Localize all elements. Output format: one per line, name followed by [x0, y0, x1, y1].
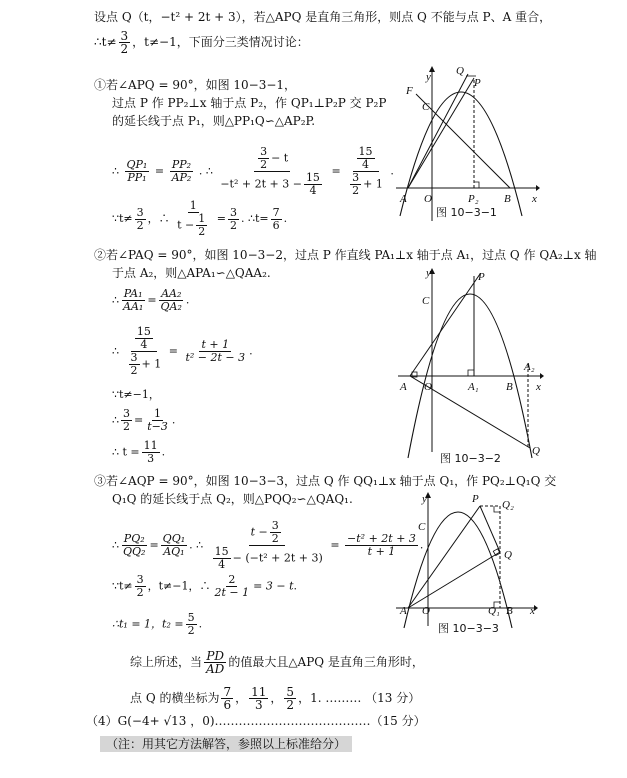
label-Q: Q [504, 549, 512, 561]
case3-line-2: Q₁Q 的延长线于点 Q₂，则△PQQ₂∽△QAQ₁. [112, 492, 353, 506]
therefore: ∴ [112, 164, 119, 178]
denominator: AA₁ [123, 300, 144, 313]
x-axis-arrow [540, 373, 544, 379]
denominator [218, 172, 326, 197]
numerator: PQ₂ [123, 532, 145, 545]
numerator: 7 [272, 205, 280, 219]
equals: = [168, 344, 178, 358]
line-AQ [408, 74, 468, 188]
because: ∵t≠ [112, 212, 133, 225]
numerator: PA₁ [123, 287, 143, 300]
label-B: B [506, 381, 513, 393]
term: −t² + 2t + 3 − [220, 177, 302, 191]
numerator: QQ₁ [162, 532, 186, 545]
label-Q1: Q₁ [488, 605, 500, 617]
numerator: 1 [154, 407, 162, 420]
term: = 3 − t [253, 579, 294, 593]
numerator: 1 [189, 199, 197, 212]
numerator: 11 [251, 685, 267, 699]
therefore: ∴ [112, 538, 119, 552]
fraction [271, 207, 282, 232]
numerator: 3 [136, 573, 144, 586]
case2-equation-4 [112, 408, 175, 433]
case2-equation-5 [112, 440, 165, 465]
fraction [170, 159, 194, 184]
term: t − [177, 218, 195, 232]
fraction [186, 612, 197, 637]
denominator [125, 352, 164, 377]
denominator: PP₁ [127, 171, 147, 184]
numerator: 5 [286, 685, 295, 699]
numerator: 15 [358, 145, 373, 158]
right-angle-mark-Q2 [494, 506, 500, 512]
equals: = [147, 293, 157, 307]
denominator: 3 [254, 698, 263, 712]
denominator: 2 [271, 532, 279, 545]
denominator: 2 [136, 218, 144, 232]
label-P: P [474, 77, 481, 89]
therefore: . ∴t= [241, 212, 269, 225]
complex-fraction [175, 200, 211, 238]
note-box: （注：用其它方法解答，参照以上标准给分） [100, 736, 352, 752]
case2-equation-3: ∵t≠−1， [112, 388, 160, 401]
label-Q: Q [532, 445, 540, 457]
right-angle-mark [474, 182, 479, 188]
therefore: ，∴ [147, 212, 170, 225]
fraction [142, 440, 160, 465]
case1-equation-1 [112, 146, 394, 197]
figure-caption-10-3-3: 图 10−3−3 [438, 622, 499, 635]
equals: = [149, 538, 159, 552]
label-A: A [400, 193, 407, 205]
term: + 1 [363, 177, 383, 191]
label-x: x [532, 193, 537, 205]
summary-text: ，1. ……… （13 分） [298, 691, 421, 705]
fraction [284, 686, 296, 711]
label-P: P [472, 493, 479, 505]
label-Q2: Q₂ [502, 499, 514, 511]
numerator: 11 [143, 439, 158, 452]
case1-equation-2 [112, 200, 287, 238]
figure-10-3-1 [390, 56, 540, 226]
period: . [419, 538, 424, 552]
fraction [204, 650, 226, 675]
case2-equation-1 [112, 288, 189, 313]
therefore: ∴ [112, 293, 119, 307]
case3-equation-3 [112, 612, 202, 637]
line-AP [410, 274, 480, 376]
numerator: 2 [228, 573, 236, 586]
period: . [198, 617, 203, 631]
complex-fraction [125, 326, 164, 377]
fraction [121, 533, 147, 558]
numerator: 3 [130, 351, 138, 364]
label-A2: A₂ [524, 361, 535, 373]
complex-fraction [218, 146, 326, 197]
therefore: ∴ [112, 413, 119, 427]
equals: = [154, 164, 165, 178]
denominator: QA₂ [160, 300, 182, 313]
line-FB [416, 94, 510, 188]
denominator: 2 [286, 698, 295, 712]
denominator: 4 [309, 184, 317, 197]
case3-title: ③若∠AQP = 90°，如图 10−3−3，过点 Q 作 QQ₁⊥x 轴于点 Q₁，作 PQ₂⊥Q₁Q 交 [94, 474, 557, 488]
term: − t [271, 151, 289, 165]
denominator: 2 [230, 218, 237, 232]
denominator: AP₂ [171, 171, 192, 184]
label-P: P [478, 271, 485, 283]
fraction [125, 159, 150, 184]
period: . [161, 445, 166, 459]
part-4-answer: （4）G(−4+ √13 ，0)…………………………………（15 分） [86, 714, 426, 728]
denominator: 3 [147, 452, 155, 465]
period: . [171, 413, 176, 427]
numerator: 7 [223, 685, 232, 699]
numerator: PD [206, 649, 225, 663]
therefore: ∴ t = [112, 445, 140, 459]
label-O: O [424, 381, 432, 393]
label-x: x [536, 381, 541, 393]
numerator: t + 1 [201, 338, 230, 351]
period: . [390, 164, 394, 178]
denominator [209, 546, 325, 571]
numerator: −t² + 2t + 3 [347, 532, 416, 545]
fraction [221, 686, 233, 711]
summary-text: 综上所述，当 [130, 655, 203, 669]
denominator [346, 172, 385, 197]
case2-title: ②若∠PAQ = 90°，如图 10−3−2，过点 P 作直线 PA₁⊥x 轴于点 A₁，过点 Q 作 QA₂⊥x 轴 [94, 248, 597, 262]
term: t − [250, 525, 268, 539]
x-axis-arrow [536, 185, 540, 191]
numerator: 3 [123, 407, 130, 420]
period: . [293, 579, 297, 593]
fraction [161, 533, 187, 558]
therefore: ∴ [112, 344, 119, 358]
numerator: 5 [187, 611, 195, 624]
term: + 1 [141, 357, 162, 371]
denominator: 2 [120, 42, 129, 56]
figure-10-3-2 [394, 262, 554, 458]
equals: = [331, 164, 341, 178]
denominator: t² − 2t − 3 [185, 351, 246, 364]
figure-10-3-3 [392, 490, 542, 628]
denominator: 4 [362, 158, 370, 171]
case2-equation-2 [112, 326, 253, 377]
term: − (−t² + 2t + 3) [232, 551, 323, 565]
label-P2: P₂ [468, 193, 479, 205]
fraction [213, 574, 252, 599]
case1-title: ①若∠APQ = 90°，如图 10−3−1， [94, 78, 297, 92]
numerator [254, 146, 290, 172]
numerator: 15 [305, 171, 320, 184]
line-AQ [408, 552, 500, 608]
denominator: t + 1 [367, 545, 396, 558]
right-angle-mark [468, 370, 474, 376]
numerator [249, 520, 285, 546]
summary-line-1 [130, 650, 424, 675]
fraction [249, 686, 268, 711]
summary-text: 的值最大且△APQ 是直角三角形时， [228, 655, 424, 669]
denominator: 2 [123, 420, 130, 433]
denominator: 2 [187, 624, 195, 637]
denominator: AD [206, 662, 225, 676]
figure-caption-10-3-2: 图 10−3−2 [440, 452, 501, 465]
because: ∵t≠ [112, 579, 133, 593]
therefore: . ∴ [198, 164, 213, 178]
complex-fraction [209, 520, 325, 571]
fraction [121, 288, 145, 313]
denominator: 2 [130, 364, 138, 377]
therefore: . ∴ [189, 538, 204, 552]
figure-caption-10-3-1: 图 10−3−1 [436, 206, 497, 219]
denominator: 6 [272, 218, 280, 232]
line-PQ [480, 506, 500, 552]
label-C: C [422, 101, 430, 113]
numerator: 1 [198, 212, 206, 225]
equals: = [134, 413, 144, 427]
numerator: 3 [271, 519, 279, 532]
numerator: 3 [230, 205, 237, 219]
label-O: O [422, 605, 430, 617]
period: . [249, 344, 253, 358]
intro-line-1: 设点 Q（t，−t² + 2t + 3），若△APQ 是直角三角形，则点 Q 不能与点 P、A 重合， [94, 10, 552, 24]
summary-line-2: 点 Q 的横坐标为 $\frac{7}{6}$ ， $\frac{11}{3}$ ， $\frac{5}{2}$ ，1. ……… （13 分） [130, 685, 421, 712]
equals: = [330, 538, 340, 552]
label-A1: A₁ [468, 381, 479, 393]
intro-text: ∴t≠ [94, 35, 117, 49]
denominator: 6 [223, 698, 232, 712]
numerator: PP₂ [171, 158, 192, 171]
case3-equation-2 [112, 574, 297, 599]
denominator: 2 [352, 184, 360, 197]
line-AP [408, 78, 474, 188]
denominator: t−3 [147, 420, 168, 433]
denominator: 2t − 1 [214, 586, 250, 599]
fraction [121, 408, 132, 433]
denominator: 4 [218, 558, 226, 571]
fraction [183, 339, 247, 364]
intro-line-2 [94, 30, 309, 55]
numerator: 15 [136, 325, 151, 338]
label-Q: Q [456, 65, 464, 77]
numerator [353, 146, 379, 172]
label-C: C [422, 295, 430, 307]
numerator: AA₂ [161, 287, 182, 300]
denominator: QQ₂ [123, 545, 146, 558]
case3-equation-1 [112, 520, 423, 571]
denominator: 2 [198, 225, 206, 238]
label-y: y [426, 267, 431, 279]
period: . [185, 293, 190, 307]
denominator: AQ₁ [163, 545, 185, 558]
equals: = [216, 212, 226, 225]
numerator: 3 [136, 205, 144, 219]
period: . [283, 212, 288, 225]
label-B: B [506, 605, 513, 617]
numerator: 15 [214, 545, 229, 558]
case2-line-2: 于点 A₂，则△APA₁∽△QAA₂. [112, 266, 271, 280]
therefore: ∴t₁ = 1，t₂ = [112, 617, 184, 631]
case1-line-3: 的延长线于点 P₁，则△PP₁Q∽△AP₂P. [112, 114, 316, 128]
numerator: QP₁ [126, 158, 148, 171]
numerator: 3 [352, 171, 360, 184]
fraction [135, 574, 146, 599]
label-B: B [504, 193, 511, 205]
label-x: x [530, 605, 535, 617]
case1-line-2: 过点 P 作 PP₂⊥x 轴于点 P₂，作 QP₁⊥P₂P 交 P₂P [112, 96, 387, 110]
denominator: 2 [136, 586, 144, 599]
fraction [159, 288, 184, 313]
fraction [135, 207, 146, 232]
label-A: A [400, 605, 407, 617]
numerator: 3 [260, 145, 268, 158]
denominator [175, 213, 211, 238]
therefore: ，t≠−1，∴ [147, 579, 211, 593]
summary-text: 点 Q 的横坐标为 [130, 691, 220, 705]
label-A: A [400, 381, 407, 393]
label-y: y [422, 493, 427, 505]
numerator: 3 [120, 29, 129, 43]
label-C: C [418, 521, 426, 533]
fraction [119, 30, 131, 55]
label-y: y [426, 71, 431, 83]
numerator [131, 326, 157, 352]
denominator: 2 [260, 158, 268, 171]
fraction [145, 408, 170, 433]
complex-fraction [346, 146, 385, 197]
label-F: F [406, 85, 413, 97]
intro-text: ，t≠−1，下面分三类情况讨论： [132, 35, 309, 49]
fraction [228, 207, 239, 232]
label-O: O [424, 193, 432, 205]
denominator: 4 [140, 338, 148, 351]
